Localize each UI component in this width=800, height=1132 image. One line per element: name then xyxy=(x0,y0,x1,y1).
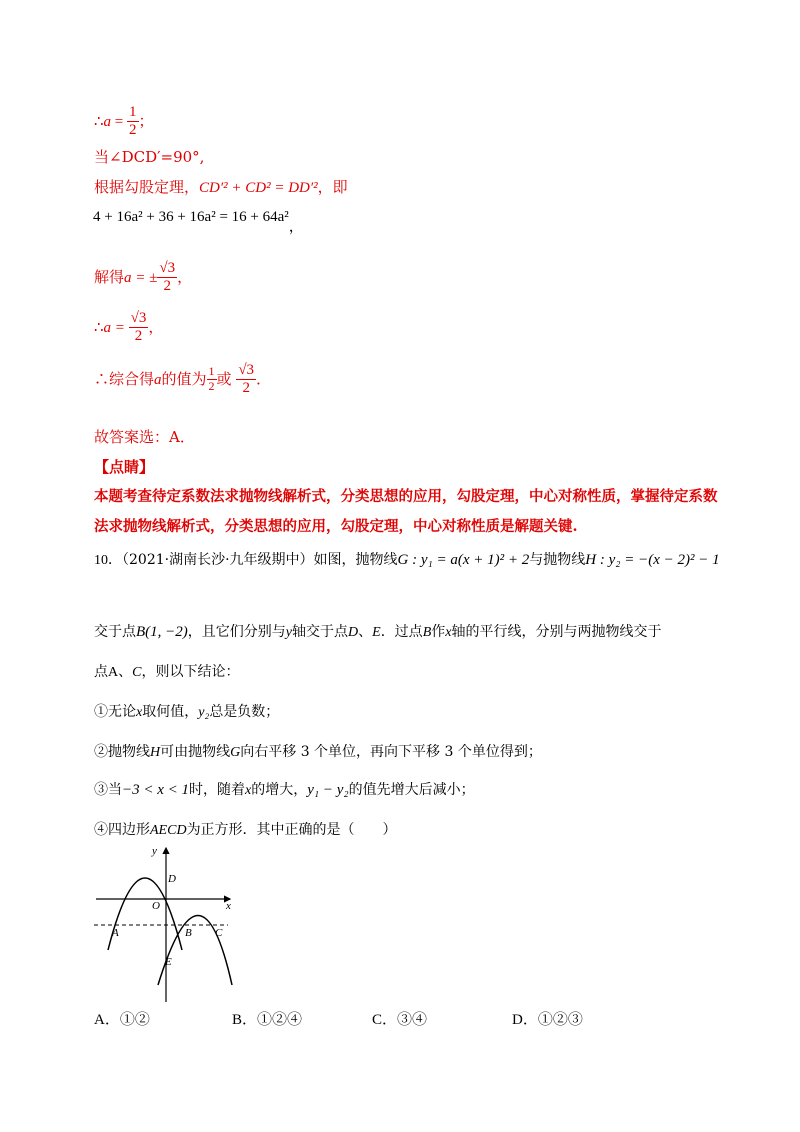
point-c: C xyxy=(132,665,142,680)
therefore-eq: a = xyxy=(103,319,129,336)
conclusion-1 xyxy=(94,705,279,720)
point-d: D xyxy=(348,625,359,640)
question-text: 作 xyxy=(431,624,446,640)
variable-x: x xyxy=(245,783,252,798)
pythagoras-formula: CD′² + CD² = DD′² xyxy=(199,180,318,196)
fraction-one-half xyxy=(207,365,217,394)
solution-line-pythagoras xyxy=(94,180,348,196)
question-text: 轴的平行线，分别与两抛物线交于 xyxy=(451,624,662,640)
conclusion-text: 的值先增大后减小； xyxy=(348,782,475,798)
or-word: 或 xyxy=(216,369,232,388)
conclusion-text: ②抛物线 xyxy=(94,744,150,760)
conclusion-text: 为正方形．其中正确的是（ ） xyxy=(186,822,397,838)
therefore-comma: ， xyxy=(148,317,164,336)
label-c: C xyxy=(215,927,223,939)
quadrilateral-name: AECD xyxy=(150,823,187,838)
solution-line-a-half xyxy=(94,104,154,140)
conclusion-4 xyxy=(94,823,397,838)
fraction-sqrt3-half xyxy=(157,260,177,296)
question-source: （2021·湖南长沙·九年级期中）如图，抛物线 xyxy=(122,552,398,568)
conclusion-text: 向右平移 3 个单位，再向下平移 3 个单位得到； xyxy=(240,744,542,760)
parabola-g: G xyxy=(230,745,241,760)
solution-line-combined xyxy=(94,362,271,398)
question-text: 交于点 xyxy=(94,624,136,640)
variable-y2: y₂ xyxy=(198,705,210,720)
therefore-symbol: ∴ xyxy=(94,317,104,336)
solve-comma: ， xyxy=(177,267,193,286)
equation-comma: ， xyxy=(288,217,304,235)
fraction-sqrt3-half xyxy=(236,362,256,398)
parabola-h-curve xyxy=(158,916,232,986)
fraction-one-half xyxy=(127,104,139,140)
review-heading-text: 【点睛】 xyxy=(94,458,155,476)
parabola-g-equation: G : y₁ = a(x + 1)² + 2 xyxy=(397,552,530,568)
therefore-symbol: ∴ xyxy=(94,111,104,130)
label-x: x xyxy=(226,900,231,912)
equation-text: 4 + 16a² + 36 + 16a² = 16 + 64a² xyxy=(93,209,289,225)
point-a: A xyxy=(108,665,119,680)
fraction-numerator: √3 xyxy=(236,362,256,380)
fraction-denominator: 2 xyxy=(129,122,137,139)
combined-mid: 的值为 xyxy=(161,369,207,388)
question-number: 10． xyxy=(94,553,122,568)
variable-x: x xyxy=(445,625,452,640)
question-mid: 与抛物线 xyxy=(529,552,586,568)
parabola-h: H xyxy=(150,745,161,760)
fraction-numerator: √3 xyxy=(129,310,149,328)
label-d: D xyxy=(168,873,176,885)
question-line-2 xyxy=(94,625,661,640)
solve-eq: a = ± xyxy=(124,269,158,286)
conclusion-text: 取何值， xyxy=(142,704,199,720)
semicolon: ； xyxy=(138,111,154,130)
variable-a: a xyxy=(103,113,112,130)
label-b: B xyxy=(185,927,192,939)
solution-line-therefore xyxy=(94,310,163,346)
equals-sign: = xyxy=(111,113,128,130)
conclusion-2 xyxy=(94,745,542,760)
conclusion-3 xyxy=(94,783,475,798)
option-b: B．①②④ xyxy=(232,1012,303,1028)
conclusion-text: 时，随着 xyxy=(189,782,246,798)
question-text: ，且它们分别与 xyxy=(187,624,286,640)
fraction-denominator: 2 xyxy=(163,278,171,295)
review-line-1 xyxy=(94,490,718,505)
difference-expression: y₁ − y₂ xyxy=(307,782,349,798)
combined-end: ． xyxy=(256,369,272,388)
variable-y: y xyxy=(285,625,292,640)
answer-text: 故答案选：A． xyxy=(94,428,195,446)
variable-a: a xyxy=(154,371,162,388)
label-origin: O xyxy=(152,900,160,912)
pythagoras-end: ，即 xyxy=(317,178,348,196)
inequality: −3 < x < 1 xyxy=(122,782,190,798)
question-text: ．过点 xyxy=(380,624,423,640)
parabola-h-equation: H : y₂ = −(x − 2)² − 1 xyxy=(585,552,720,568)
separator: 、 xyxy=(358,624,373,640)
angle-condition-text: 当∠DCD′=90°, xyxy=(94,148,205,166)
parabola-g-curve xyxy=(108,878,182,950)
review-text: 法求抛物线解析式，分类思想的应用，勾股定理，中心对称性质是解题关键. xyxy=(94,518,578,535)
conclusion-text: 总是负数； xyxy=(209,704,280,720)
solution-line-solve xyxy=(94,260,192,296)
review-text: 本题考查待定系数法求抛物线解析式，分类思想的应用，勾股定理，中心对称性质，掌握待定系数 xyxy=(94,488,718,505)
option-d: D．①②③ xyxy=(512,1012,583,1028)
option-c: C．③④ xyxy=(372,1012,428,1028)
parabola-graph xyxy=(88,840,238,1005)
solve-text: 解得 xyxy=(94,267,125,286)
fraction-denominator: 2 xyxy=(134,328,143,345)
question-line-3 xyxy=(94,665,239,680)
conclusion-text: ④四边形 xyxy=(94,822,150,838)
question-text: 轴交于点 xyxy=(292,624,348,640)
fraction-numerator: √3 xyxy=(157,260,177,278)
variable-x: x xyxy=(136,705,143,720)
conclusion-text: 可由抛物线 xyxy=(160,744,231,760)
fraction-denominator: 2 xyxy=(208,379,215,394)
pythagoras-text: 根据勾股定理， xyxy=(94,178,200,196)
fraction-denominator: 2 xyxy=(242,380,250,397)
label-a: A xyxy=(112,927,119,939)
label-y: y xyxy=(152,845,157,857)
fraction-sqrt3-half xyxy=(129,310,149,346)
question-line-1 xyxy=(94,553,720,568)
separator: 、 xyxy=(118,664,133,680)
combined-text: ∴综合得 xyxy=(94,369,155,388)
label-e: E xyxy=(165,956,172,968)
question-text: ，则以下结论： xyxy=(141,664,240,680)
point-e: E xyxy=(372,625,381,640)
fraction-numerator: 1 xyxy=(208,364,215,379)
fraction-numerator: 1 xyxy=(127,104,139,122)
option-a: A．①② xyxy=(94,1012,150,1028)
point-b-coordinates: B(1, −2) xyxy=(136,624,188,640)
point-b: B xyxy=(422,625,432,640)
review-heading xyxy=(94,460,154,475)
conclusion-text: ①无论 xyxy=(94,704,136,720)
conclusion-text: 的增大， xyxy=(251,782,308,798)
solution-line-equation xyxy=(93,209,304,235)
conclusion-text: ③当 xyxy=(94,782,122,798)
solution-line-angle xyxy=(94,150,204,165)
answer-line xyxy=(94,430,195,445)
review-line-2 xyxy=(94,520,578,535)
question-text: 点 xyxy=(94,664,108,680)
